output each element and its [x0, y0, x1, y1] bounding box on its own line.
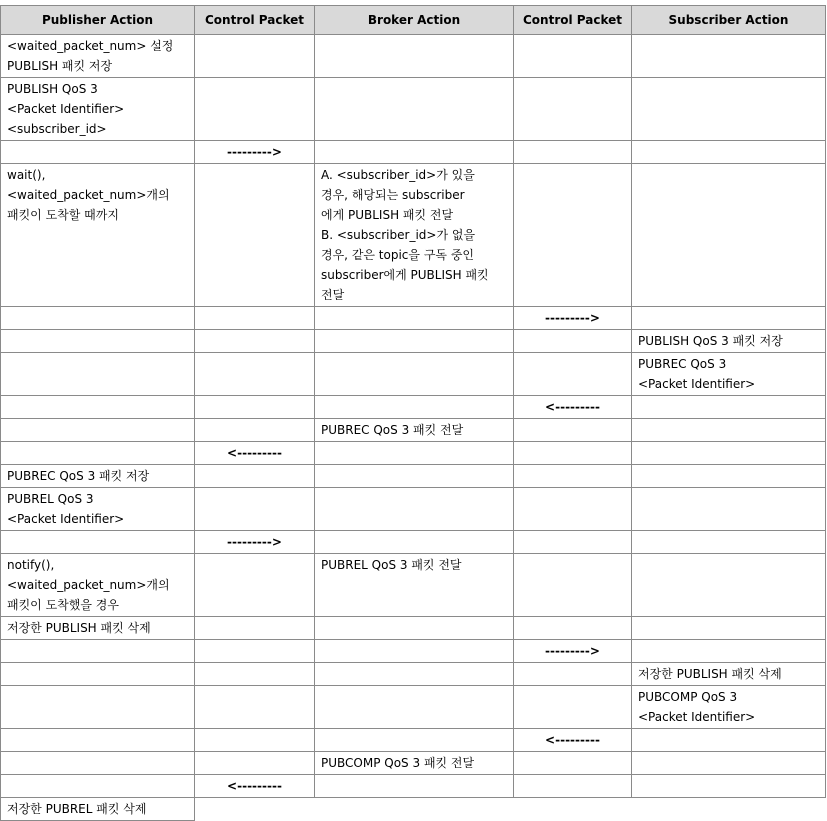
subscriber-cell [632, 141, 826, 164]
subscriber-cell [632, 488, 826, 531]
control-left-cell [195, 164, 315, 307]
control-left-cell [195, 488, 315, 531]
arrow-left: <--------- [514, 729, 632, 752]
control-left-cell [195, 419, 315, 442]
control-left-cell [195, 554, 315, 617]
subscriber-cell [632, 531, 826, 554]
broker-cell [315, 465, 514, 488]
control-right-cell [514, 554, 632, 617]
table-row [1, 35, 826, 78]
cell-text: 저장한 PUBREL 패킷 삭제 [7, 802, 147, 816]
publisher-cell [1, 729, 195, 752]
control-left-cell [195, 78, 315, 141]
publisher-cell [1, 752, 195, 775]
table-row [1, 141, 826, 164]
control-left-cell [195, 353, 315, 396]
table-row [1, 640, 826, 663]
control-right-cell [514, 488, 632, 531]
publisher-cell [1, 35, 195, 78]
cell-text: PUBCOMP QoS 3 패킷 전달 [321, 756, 475, 770]
control-left-cell [195, 617, 315, 640]
control-right-cell [514, 775, 632, 798]
cell-text: PUBLISH QoS 3 패킷 저장 [638, 334, 783, 348]
table-row [1, 775, 826, 798]
table-row [1, 465, 826, 488]
cell-text: wait(), [7, 168, 46, 182]
broker-cell [315, 640, 514, 663]
protocol-flow-table [0, 5, 826, 821]
broker-cell [315, 78, 514, 141]
control-right-cell [514, 330, 632, 353]
table-row [1, 686, 826, 729]
table-row [1, 164, 826, 307]
publisher-cell [1, 419, 195, 442]
broker-cell [315, 488, 514, 531]
broker-cell [315, 396, 514, 419]
control-right-cell [514, 442, 632, 465]
control-right-cell [514, 78, 632, 141]
cell-text: <waited_packet_num>개의 [7, 578, 170, 592]
subscriber-cell [632, 78, 826, 141]
control-left-cell [195, 465, 315, 488]
publisher-cell [1, 307, 195, 330]
control-right-cell [514, 752, 632, 775]
cell-text: <Packet Identifier> [638, 710, 756, 724]
control-left-cell [195, 752, 315, 775]
publisher-cell [1, 686, 195, 729]
cell-text: 경우, 해당되는 subscriber [321, 188, 465, 202]
subscriber-cell [632, 419, 826, 442]
publisher-cell [1, 396, 195, 419]
control-right-cell [514, 531, 632, 554]
cell-text: <waited_packet_num>개의 [7, 188, 170, 202]
publisher-cell [1, 164, 195, 307]
publisher-cell [1, 78, 195, 141]
table-row [1, 752, 826, 775]
publisher-cell [1, 640, 195, 663]
arrow-right: ---------> [514, 640, 632, 663]
broker-cell [315, 419, 514, 442]
arrow-left: <--------- [514, 396, 632, 419]
cell-text: 패킷이 도착했을 경우 [7, 598, 119, 612]
cell-text: PUBLISH QoS 3 [7, 82, 98, 96]
subscriber-cell [632, 752, 826, 775]
header-publisher-action: Publisher Action [1, 6, 195, 35]
table-row [1, 307, 826, 330]
header-broker-action: Broker Action [315, 6, 514, 35]
table-row [1, 798, 826, 821]
header-row [1, 6, 826, 35]
broker-cell [315, 353, 514, 396]
subscriber-cell [632, 686, 826, 729]
cell-text: 저장한 PUBLISH 패킷 삭제 [638, 667, 782, 681]
subscriber-cell [632, 164, 826, 307]
control-right-cell [514, 353, 632, 396]
cell-text: PUBREC QoS 3 패킷 전달 [321, 423, 464, 437]
cell-text: subscriber에게 PUBLISH 패킷 [321, 268, 489, 282]
arrow-left: <--------- [195, 442, 315, 465]
publisher-cell [1, 531, 195, 554]
table-row [1, 353, 826, 396]
cell-text: notify(), [7, 558, 55, 572]
subscriber-cell [632, 554, 826, 617]
subscriber-cell [632, 465, 826, 488]
control-right-cell [514, 141, 632, 164]
control-right-cell [514, 164, 632, 307]
subscriber-cell [632, 353, 826, 396]
table-row [1, 442, 826, 465]
subscriber-cell [632, 775, 826, 798]
subscriber-cell [632, 729, 826, 752]
cell-text: PUBREL QoS 3 패킷 전달 [321, 558, 462, 572]
control-right-cell [514, 419, 632, 442]
publisher-cell [1, 617, 195, 640]
subscriber-cell [632, 663, 826, 686]
header-control-packet-right: Control Packet [514, 6, 632, 35]
broker-cell [315, 617, 514, 640]
control-left-cell [195, 396, 315, 419]
table-row [1, 531, 826, 554]
cell-text: PUBREC QoS 3 [638, 357, 727, 371]
publisher-cell [1, 353, 195, 396]
cell-text: 에게 PUBLISH 패킷 전달 [321, 208, 454, 222]
table-row [1, 419, 826, 442]
publisher-cell [1, 554, 195, 617]
header-control-packet-left: Control Packet [195, 6, 315, 35]
publisher-cell [1, 798, 195, 821]
publisher-cell [1, 330, 195, 353]
arrow-right: ---------> [514, 307, 632, 330]
subscriber-cell [632, 617, 826, 640]
cell-text: <Packet Identifier> [7, 102, 125, 116]
broker-cell [315, 775, 514, 798]
subscriber-cell [632, 442, 826, 465]
cell-text: 패킷이 도착할 때까지 [7, 208, 119, 222]
publisher-cell [1, 465, 195, 488]
cell-text: 경우, 같은 topic을 구독 중인 [321, 248, 474, 262]
control-right-cell [514, 465, 632, 488]
subscriber-cell [632, 640, 826, 663]
publisher-cell [1, 488, 195, 531]
table-row [1, 78, 826, 141]
broker-cell [315, 330, 514, 353]
control-left-cell [195, 640, 315, 663]
table-row [1, 488, 826, 531]
control-left-cell [195, 35, 315, 78]
subscriber-cell [632, 396, 826, 419]
cell-text: <subscriber_id> [7, 122, 107, 136]
arrow-left: <--------- [195, 775, 315, 798]
table-row [1, 663, 826, 686]
cell-text: PUBREC QoS 3 패킷 저장 [7, 469, 150, 483]
cell-text: 저장한 PUBLISH 패킷 삭제 [7, 621, 151, 635]
control-right-cell [514, 686, 632, 729]
broker-cell [315, 686, 514, 729]
header-subscriber-action: Subscriber Action [632, 6, 826, 35]
arrow-right: ---------> [195, 141, 315, 164]
broker-cell [315, 141, 514, 164]
cell-text: <Packet Identifier> [638, 377, 756, 391]
control-left-cell [195, 307, 315, 330]
broker-cell [315, 531, 514, 554]
arrow-right: ---------> [195, 531, 315, 554]
cell-text: PUBREL QoS 3 [7, 492, 94, 506]
publisher-cell [1, 663, 195, 686]
cell-text: <waited_packet_num> 설정 [7, 39, 174, 53]
broker-cell [315, 164, 514, 307]
broker-cell [315, 307, 514, 330]
subscriber-cell [632, 330, 826, 353]
control-left-cell [195, 663, 315, 686]
broker-cell [315, 752, 514, 775]
control-left-cell [195, 729, 315, 752]
control-right-cell [514, 35, 632, 78]
broker-cell [315, 442, 514, 465]
table-row [1, 617, 826, 640]
table-row [1, 396, 826, 419]
cell-text: 전달 [321, 288, 345, 302]
publisher-cell [1, 442, 195, 465]
control-left-cell [195, 330, 315, 353]
cell-text: PUBLISH 패킷 저장 [7, 59, 113, 73]
control-right-cell [514, 617, 632, 640]
subscriber-cell [632, 35, 826, 78]
cell-text: PUBCOMP QoS 3 [638, 690, 738, 704]
broker-cell [315, 663, 514, 686]
table-row [1, 554, 826, 617]
cell-text: A. <subscriber_id>가 있을 [321, 168, 475, 182]
table-row [1, 330, 826, 353]
table-row [1, 729, 826, 752]
broker-cell [315, 35, 514, 78]
subscriber-cell [632, 307, 826, 330]
control-right-cell [514, 663, 632, 686]
broker-cell [315, 729, 514, 752]
publisher-cell [1, 141, 195, 164]
cell-text: <Packet Identifier> [7, 512, 125, 526]
broker-cell [315, 554, 514, 617]
publisher-cell [1, 775, 195, 798]
cell-text: B. <subscriber_id>가 없을 [321, 228, 476, 242]
control-left-cell [195, 686, 315, 729]
